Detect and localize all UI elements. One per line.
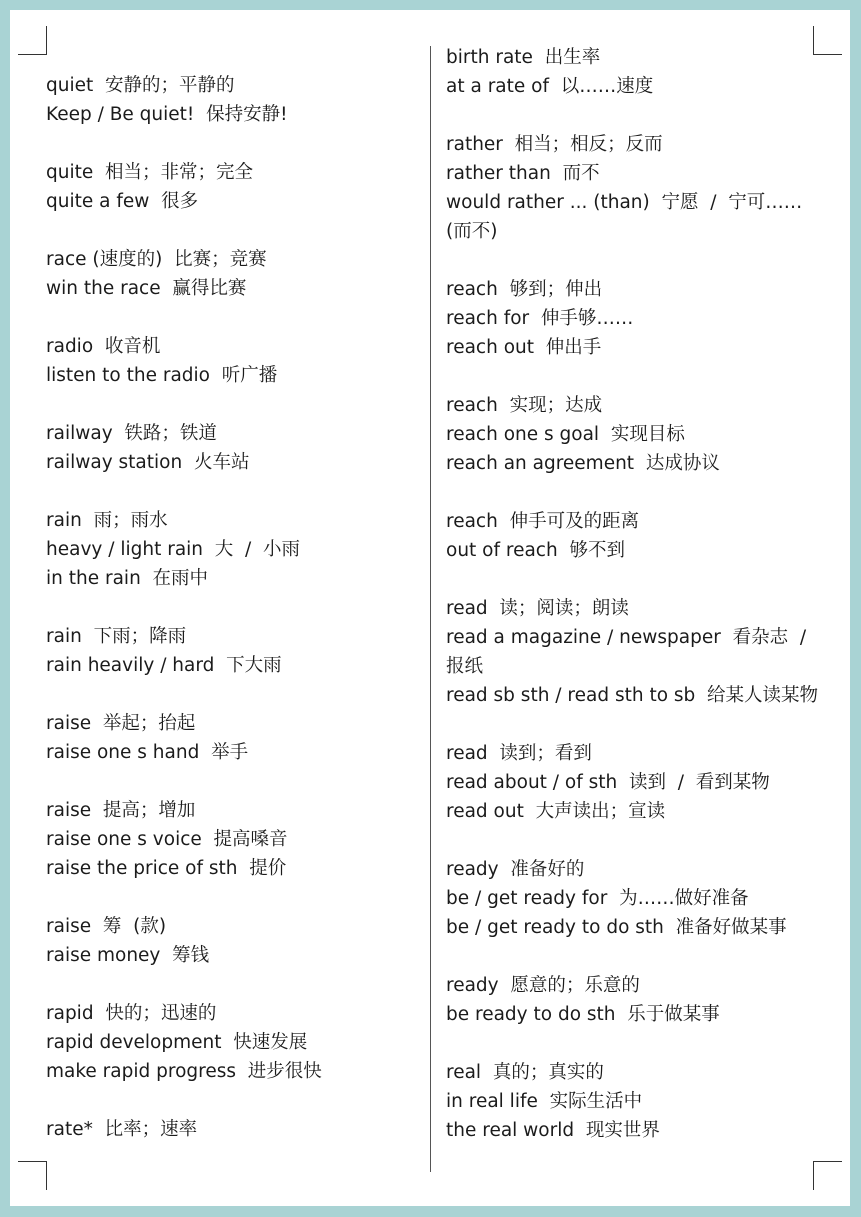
vocab-entry xyxy=(446,739,828,826)
vocab-entry xyxy=(46,999,416,1086)
vocab-entry xyxy=(46,332,416,390)
phrase-line: reach one s goal 实现目标 xyxy=(446,424,685,445)
phrase-line: be ready to do sth 乐于做某事 xyxy=(446,1004,720,1025)
headword-line: radio 收音机 xyxy=(46,336,161,357)
phrase-line: raise one s voice 提高嗓音 xyxy=(46,829,288,850)
vocab-entry xyxy=(46,622,416,680)
vocab-entry xyxy=(46,71,416,129)
phrase-line: quite a few 很多 xyxy=(46,191,199,212)
crop-mark-bottom-left xyxy=(18,1161,47,1190)
vocab-entry xyxy=(46,912,416,970)
vocab-entry xyxy=(446,275,828,362)
phrase-line: (而不) xyxy=(446,221,498,242)
phrase-line: make rapid progress 进步很快 xyxy=(46,1061,322,1082)
headword-line: reach 实现；达成 xyxy=(446,395,603,416)
vocab-entry xyxy=(46,506,416,593)
phrase-line: at a rate of 以……速度 xyxy=(446,76,654,97)
phrase-line: reach an agreement 达成协议 xyxy=(446,453,720,474)
phrase-line: railway station 火车站 xyxy=(46,452,250,473)
phrase-line: rain heavily / hard 下大雨 xyxy=(46,655,282,676)
phrase-line: listen to the radio 听广播 xyxy=(46,365,278,386)
phrase-line: reach out 伸出手 xyxy=(446,337,602,358)
right-column xyxy=(446,43,828,1174)
headword-line: read 读到；看到 xyxy=(446,743,592,764)
headword-line: rapid 快的；迅速的 xyxy=(46,1003,217,1024)
crop-mark-top-left xyxy=(18,26,47,55)
headword-line: race (速度的) 比赛；竞赛 xyxy=(46,249,267,270)
phrase-line: read out 大声读出；宣读 xyxy=(446,801,666,822)
phrase-line: win the race 赢得比赛 xyxy=(46,278,247,299)
vocab-entry xyxy=(46,1115,416,1144)
column-divider xyxy=(430,46,431,1172)
headword-line: raise 举起；抬起 xyxy=(46,713,196,734)
headword-line: birth rate 出生率 xyxy=(446,47,601,68)
headword-line: quiet 安静的；平静的 xyxy=(46,75,235,96)
vocab-entry xyxy=(446,855,828,942)
phrase-line: would rather ... (than) 宁愿 / 宁可…… xyxy=(446,192,803,213)
headword-line: ready 愿意的；乐意的 xyxy=(446,975,640,996)
headword-line: reach 够到；伸出 xyxy=(446,279,603,300)
headword-line: rate* 比率；速率 xyxy=(46,1119,198,1140)
vocab-entry xyxy=(446,43,828,101)
headword-line: reach 伸手可及的距离 xyxy=(446,511,640,532)
vocab-entry xyxy=(46,245,416,303)
vocabulary-page xyxy=(10,10,850,1206)
headword-line: raise 提高；增加 xyxy=(46,800,196,821)
headword-line: quite 相当；非常；完全 xyxy=(46,162,254,183)
phrase-line: the real world 现实世界 xyxy=(446,1120,660,1141)
vocab-entry xyxy=(46,419,416,477)
vocab-entry xyxy=(446,1058,828,1145)
headword-line: ready 准备好的 xyxy=(446,859,585,880)
vocab-entry xyxy=(446,971,828,1029)
headword-line: read 读；阅读；朗读 xyxy=(446,598,629,619)
vocab-entry xyxy=(446,391,828,478)
vocab-entry xyxy=(446,130,828,246)
vocab-entry xyxy=(446,507,828,565)
phrase-line: in the rain 在雨中 xyxy=(46,568,209,589)
headword-line: real 真的；真实的 xyxy=(446,1062,604,1083)
phrase-line: rapid development 快速发展 xyxy=(46,1032,308,1053)
vocab-entry xyxy=(446,594,828,710)
headword-line: rather 相当；相反；反而 xyxy=(446,134,663,155)
headword-line: rain 下雨；降雨 xyxy=(46,626,187,647)
headword-line: railway 铁路；铁道 xyxy=(46,423,217,444)
phrase-line: in real life 实际生活中 xyxy=(446,1091,643,1112)
phrase-line: heavy / light rain 大 / 小雨 xyxy=(46,539,301,560)
left-column xyxy=(46,71,416,1173)
phrase-line: rather than 而不 xyxy=(446,163,600,184)
phrase-line: be / get ready to do sth 准备好做某事 xyxy=(446,917,787,938)
phrase-line: 报纸 xyxy=(446,656,484,677)
phrase-line: raise money 筹钱 xyxy=(46,945,210,966)
headword-line: rain 雨；雨水 xyxy=(46,510,168,531)
phrase-line: raise the price of sth 提价 xyxy=(46,858,287,879)
vocab-entry xyxy=(46,158,416,216)
phrase-line: read a magazine / newspaper 看杂志 / xyxy=(446,627,807,648)
phrase-line: read about / of sth 读到 / 看到某物 xyxy=(446,772,770,793)
phrase-line: reach for 伸手够…… xyxy=(446,308,634,329)
phrase-line: be / get ready for 为……做好准备 xyxy=(446,888,749,909)
phrase-line: raise one s hand 举手 xyxy=(46,742,249,763)
phrase-line: read sb sth / read sth to sb 给某人读某物 xyxy=(446,685,819,706)
vocab-entry xyxy=(46,709,416,767)
phrase-line: Keep / Be quiet! 保持安静! xyxy=(46,104,288,125)
phrase-line: out of reach 够不到 xyxy=(446,540,625,561)
vocab-entry xyxy=(46,796,416,883)
headword-line: raise 筹 (款) xyxy=(46,916,167,937)
